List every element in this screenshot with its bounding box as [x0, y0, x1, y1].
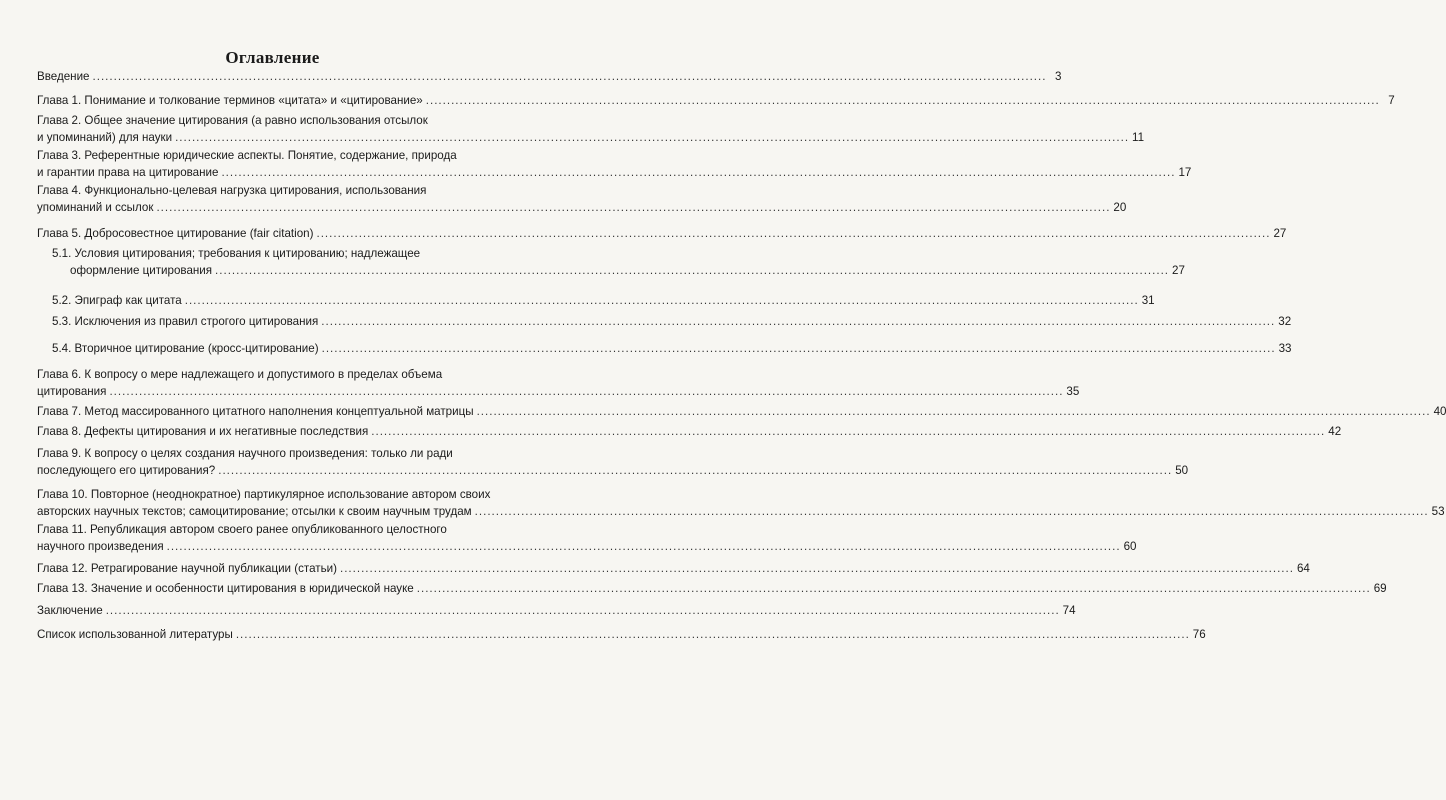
toc-entry-title: Глава 2. Общее значение цитирования (а равно использования отсылок: [37, 114, 428, 127]
toc-page-number: 42: [1328, 425, 1342, 438]
dot-leader: [175, 129, 1129, 146]
toc-entry-title: Глава 12. Ретрагирование научной публикации (статьи): [37, 562, 337, 575]
toc-page-number: 35: [1066, 385, 1080, 398]
toc-page-number: 32: [1278, 315, 1292, 328]
toc-page-number: 7: [1388, 94, 1395, 107]
toc-subsection-entry: [52, 340, 1292, 357]
dot-leader: [156, 199, 1110, 216]
dot-leader: [371, 423, 1325, 440]
page-title: Оглавление: [225, 48, 320, 67]
toc-entry-title: 5.2. Эпиграф как цитата: [52, 294, 182, 307]
toc-entry-title: Глава 6. К вопросу о мере надлежащего и допустимого в пределах объема: [37, 368, 443, 381]
toc-entry-title: Глава 11. Републикация автором своего ранее опубликованного целостного: [37, 523, 447, 536]
toc-entry: [37, 182, 1127, 216]
dot-leader: [185, 292, 1139, 309]
toc-entry-title: оформление цитирования: [70, 264, 213, 277]
toc-entry: [37, 602, 1076, 619]
dot-leader: [477, 403, 1431, 420]
toc-entry-title: Глава 10. Повторное (неоднократное) партикулярное использование автором своих: [37, 488, 491, 501]
toc-entry: [37, 423, 1342, 440]
toc-page-number: 33: [1278, 342, 1292, 355]
toc-entry-title: 5.3. Исключения из правил строгого цитирования: [52, 315, 319, 328]
dot-leader: [109, 383, 1063, 400]
toc-entry: [37, 68, 1062, 85]
toc-page-number: 31: [1141, 294, 1155, 307]
dot-leader: [218, 462, 1172, 479]
toc-entry-title: Глава 5. Добросовестное цитирование (fair citation): [37, 227, 314, 240]
toc-entry-title: Глава 3. Референтные юридические аспекты. Понятие, содержание, природа: [37, 149, 457, 162]
dot-leader: [417, 580, 1371, 597]
dot-leader: [426, 92, 1380, 109]
toc-entry-title: упоминаний и ссылок: [37, 201, 154, 214]
dot-leader: [322, 340, 1276, 357]
dot-leader: [321, 313, 1275, 330]
toc-entry-title: авторских научных текстов; самоцитирование; отсылки к своим научным трудам: [37, 505, 472, 518]
toc-entry-title: цитирования: [37, 385, 107, 398]
toc-page-number: 17: [1178, 166, 1192, 179]
dot-leader: [93, 68, 1047, 85]
toc-entry: [37, 560, 1310, 577]
dot-leader: [167, 538, 1121, 555]
toc-page-number: 50: [1175, 464, 1189, 477]
toc-entry: [37, 403, 1446, 420]
dot-leader: [215, 262, 1169, 279]
toc-entry-title: Глава 7. Метод массированного цитатного наполнения концептуальной матрицы: [37, 405, 474, 418]
toc-page-number: 11: [1132, 131, 1145, 144]
toc-entry: [37, 112, 1145, 146]
toc-entry: [37, 366, 1080, 400]
toc-entry: [37, 147, 1192, 181]
toc-entry-title: Глава 1. Понимание и толкование терминов «цитата» и «цитирование»: [37, 94, 423, 107]
toc-entry-title: Введение: [37, 70, 90, 83]
toc-entry-title: 5.4. Вторичное цитирование (кросс-цитирование): [52, 342, 319, 355]
dot-leader: [221, 164, 1175, 181]
toc-page-number: 27: [1172, 264, 1185, 277]
toc-entry-title: и упоминаний) для науки: [37, 131, 173, 144]
dot-leader: [340, 560, 1294, 577]
toc-entry: [37, 445, 1189, 479]
toc-entry-title: Заключение: [37, 604, 103, 617]
toc-entry-title: Глава 8. Дефекты цитирования и их негативные последствия: [37, 425, 369, 438]
toc-entry-title: Глава 13. Значение и особенности цитирования в юридической науке: [37, 582, 414, 595]
toc-entry-title: 5.1. Условия цитирования; требования к цитированию; надлежащее: [52, 247, 421, 260]
toc-page-number: 53: [1431, 505, 1445, 518]
toc-page-number: 40: [1433, 405, 1446, 418]
dot-leader: [475, 503, 1429, 520]
toc-page-number: 74: [1062, 604, 1076, 617]
toc-page-number: 3: [1055, 70, 1062, 83]
toc-page-number: 64: [1296, 562, 1310, 575]
toc-page-number: 69: [1373, 582, 1387, 595]
toc-page-number: 20: [1113, 201, 1127, 214]
toc-subsection-entry: [52, 313, 1292, 330]
toc-entry: [37, 225, 1287, 242]
toc-entry-title: и гарантии права на цитирование: [37, 166, 219, 179]
toc-entry: [37, 626, 1206, 643]
toc-entry-title: Глава 4. Функционально-целевая нагрузка цитирования, использования: [37, 184, 427, 197]
dot-leader: [106, 602, 1060, 619]
toc-entry: [37, 521, 1137, 555]
toc-page-number: 27: [1273, 227, 1287, 240]
toc-page-number: 60: [1123, 540, 1137, 553]
toc-entry: [37, 92, 1395, 109]
toc-entry-title: Глава 9. К вопросу о целях создания научного произведения: только ли ради: [37, 447, 453, 460]
toc-subsection-entry: [52, 245, 1185, 279]
dot-leader: [236, 626, 1190, 643]
toc-page-number: 76: [1192, 628, 1206, 641]
toc-entry: [37, 486, 1445, 520]
toc-entry: [37, 580, 1387, 597]
dot-leader: [316, 225, 1270, 242]
toc-entry-title: Список использованной литературы: [37, 628, 233, 641]
toc-entry-title: последующего его цитирования?: [37, 464, 216, 477]
toc-subsection-entry: [52, 292, 1155, 309]
toc-entry-title: научного произведения: [37, 540, 164, 553]
